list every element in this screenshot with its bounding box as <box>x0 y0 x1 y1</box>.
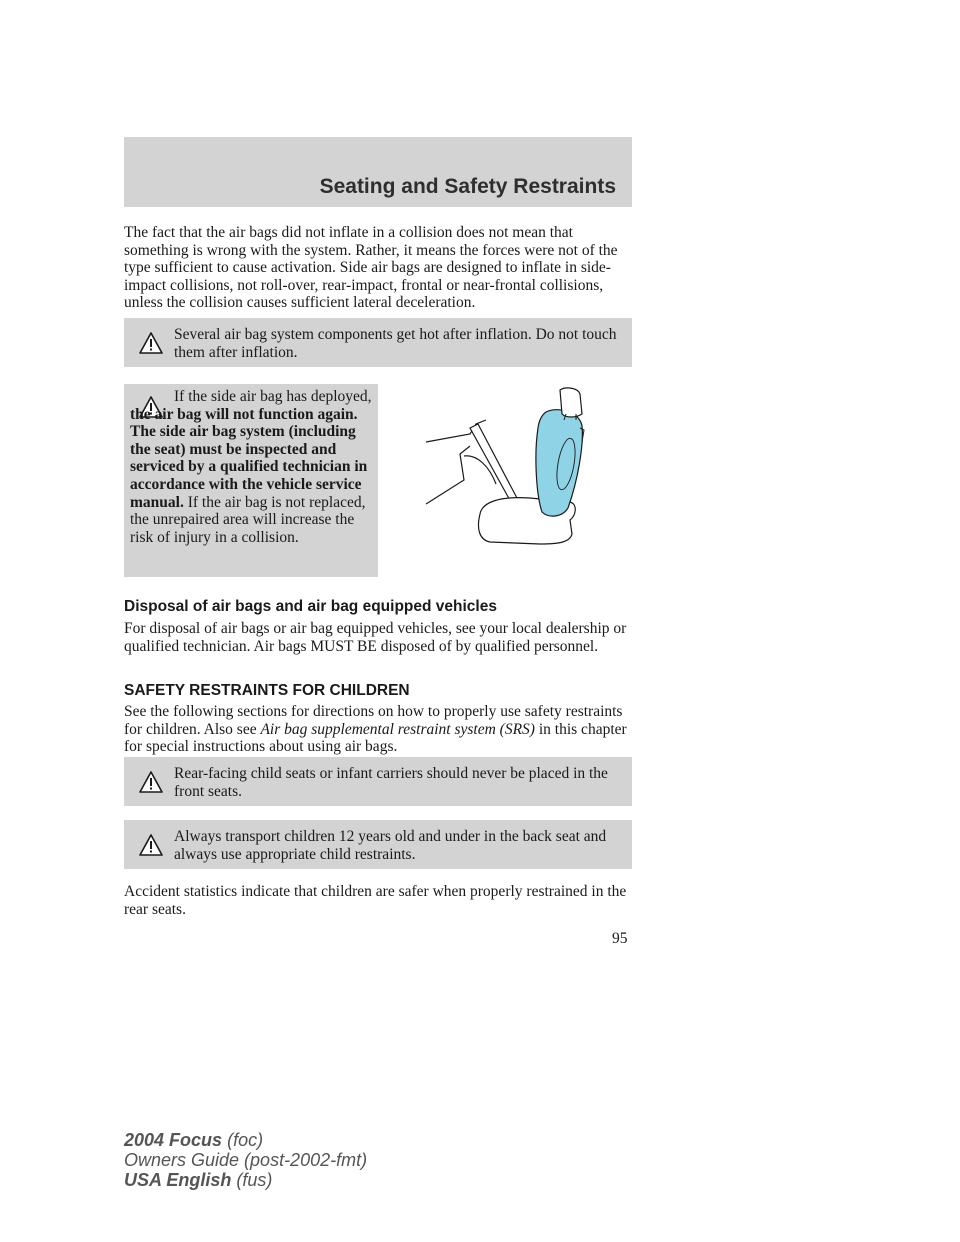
warning-triangle-icon <box>139 771 163 793</box>
footer-language-code: (fus) <box>236 1170 273 1190</box>
children-text-after: in this chapter for special instructions about using air bags. <box>124 720 627 756</box>
side-airbag-warning-text <box>130 388 374 546</box>
section-title: Seating and Safety Restraints <box>319 175 616 198</box>
children-text-before: See the following sections for directions on how to properly use safety restraints for children. Also see <box>124 703 623 738</box>
srs-reference: Air bag supplemental restraint system (SRS) <box>260 720 535 738</box>
warning-text: Rear-facing child seats or infant carriers should never be placed in the front seats. <box>174 765 608 800</box>
children-paragraph <box>124 703 636 756</box>
footer-language: USA English <box>124 1170 232 1190</box>
warning-triangle-icon <box>139 834 163 856</box>
warning-text: Always transport children 12 years old and under in the back seat and always use appropriate child restraints. <box>174 828 607 863</box>
page-number: 95 <box>612 930 628 947</box>
warning-text: Several air bag system components get hot after inflation. Do not touch them after inflation. <box>174 326 617 361</box>
warning-box-side-airbag <box>124 384 378 577</box>
disposal-paragraph: For disposal of air bags or air bag equipped vehicles, see your local dealership or qualified technician. Air bags MUST BE disposed of by qualified personnel. <box>124 620 627 655</box>
section-header-band <box>124 137 632 207</box>
children-heading: SAFETY RESTRAINTS FOR CHILDREN <box>124 682 410 699</box>
seat-side-airbag-illustration <box>420 384 632 552</box>
warning-triangle-icon <box>139 332 163 354</box>
intro-paragraph: The fact that the air bags did not inflate in a collision does not mean that something is wrong with the system. Rather, it means the forces were not of the type sufficient to cause activation. Side air bags are designed to inflate in side-impact collisions, not roll-over, rear-impact, frontal or near-frontal collisions, unless the collision causes sufficient lateral deceleration. <box>124 224 618 312</box>
warning-box-rear-facing <box>124 757 632 806</box>
disposal-heading: Disposal of air bags and air bag equipped vehicles <box>124 598 497 615</box>
side-warning-bold: the air bag will not function again. The side air bag system (including the seat) must be inspected and serviced by a qualified technician in accordance with the vehicle service manual. <box>130 405 368 511</box>
footer-guide: Owners Guide (post-2002-fmt) <box>124 1150 368 1170</box>
footer-model: 2004 Focus <box>124 1130 223 1150</box>
statistics-paragraph: Accident statistics indicate that children are safer when properly restrained in the rear seats. <box>124 883 627 918</box>
warning-box-children-back-seat <box>124 820 632 869</box>
side-warning-tail: If the air bag is not replaced, the unrepaired area will increase the risk of injury in a collision. <box>130 493 366 546</box>
footer-model-code: (foc) <box>227 1130 264 1150</box>
document-footer <box>124 1130 367 1190</box>
side-warning-lead: If the side air bag has deployed, <box>174 388 372 405</box>
warning-box-hot-components <box>124 318 632 367</box>
